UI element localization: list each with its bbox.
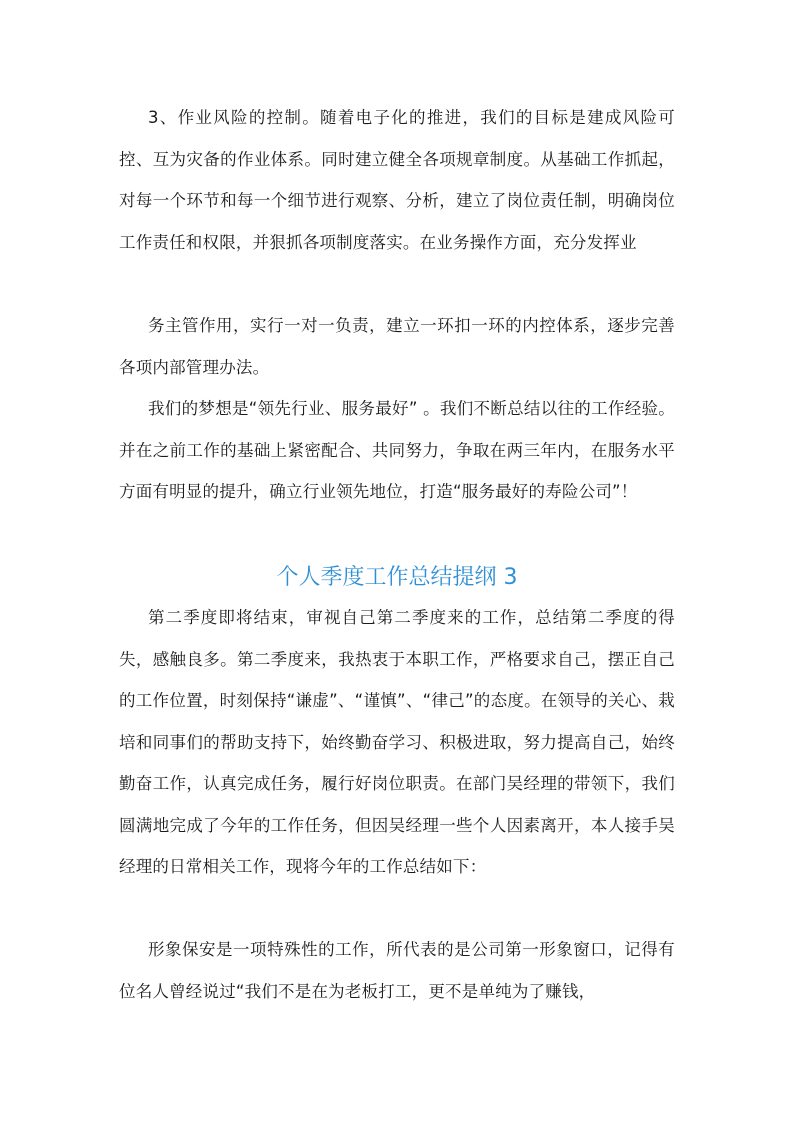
paragraph-dream: 我们的梦想是“领先行业、服务最好” 。我们不断总结以往的工作经验。并在之前工作的基础上紧密配合、共同努力，争取在两三年内，在服务水平方面有明显的提升，确立行业领先地位，打造“服务最好的寿险公司”！ [119, 399, 675, 501]
paragraph-supervisor-role: 务主管作用，实行一对一负责，建立一环扣一环的内控体系，逐步完善各项内部管理办法。 [119, 316, 675, 377]
paragraph-security-image: 形象保安是一项特殊性的工作，所代表的是公司第一形象窗口，记得有位名人曾经说过“我们不是在为老板打工，更不是单纯为了赚钱， [119, 940, 675, 1001]
paragraph-second-quarter: 第二季度即将结束，审视自己第二季度来的工作，总结第二季度的得失，感触良多。第二季度来，我热衷于本职工作，严格要求自己，摆正自己的工作位置，时刻保持“谦虚”、“谨慎”、“律己”的态度。在领导的关心、栽培和同事们的帮助支持下，始终勤奋学习、积极进取，努力提高自己，始终勤奋工作，认真完成任务，履行好岗位职责。在部门吴经理的带领下，我们圆满地完成了今年的工作任务，但因吴经理一些个人因素离开，本人接手吴经理的日常相关工作，现将今年的工作总结如下： [119, 608, 675, 876]
section-heading: 个人季度工作总结提纲 3 [276, 565, 518, 590]
paragraph-operational-risk: 3、作业风险的控制。随着电子化的推进，我们的目标是建成风险可控、互为灾备的作业体系。同时建立健全各项规章制度。从基础工作抓起，对每一个环节和每一个细节进行观察、分析，建立了岗位责任制，明确岗位工作责任和权限，并狠抓各项制度落实。在业务操作方面，充分发挥业 [119, 108, 675, 252]
